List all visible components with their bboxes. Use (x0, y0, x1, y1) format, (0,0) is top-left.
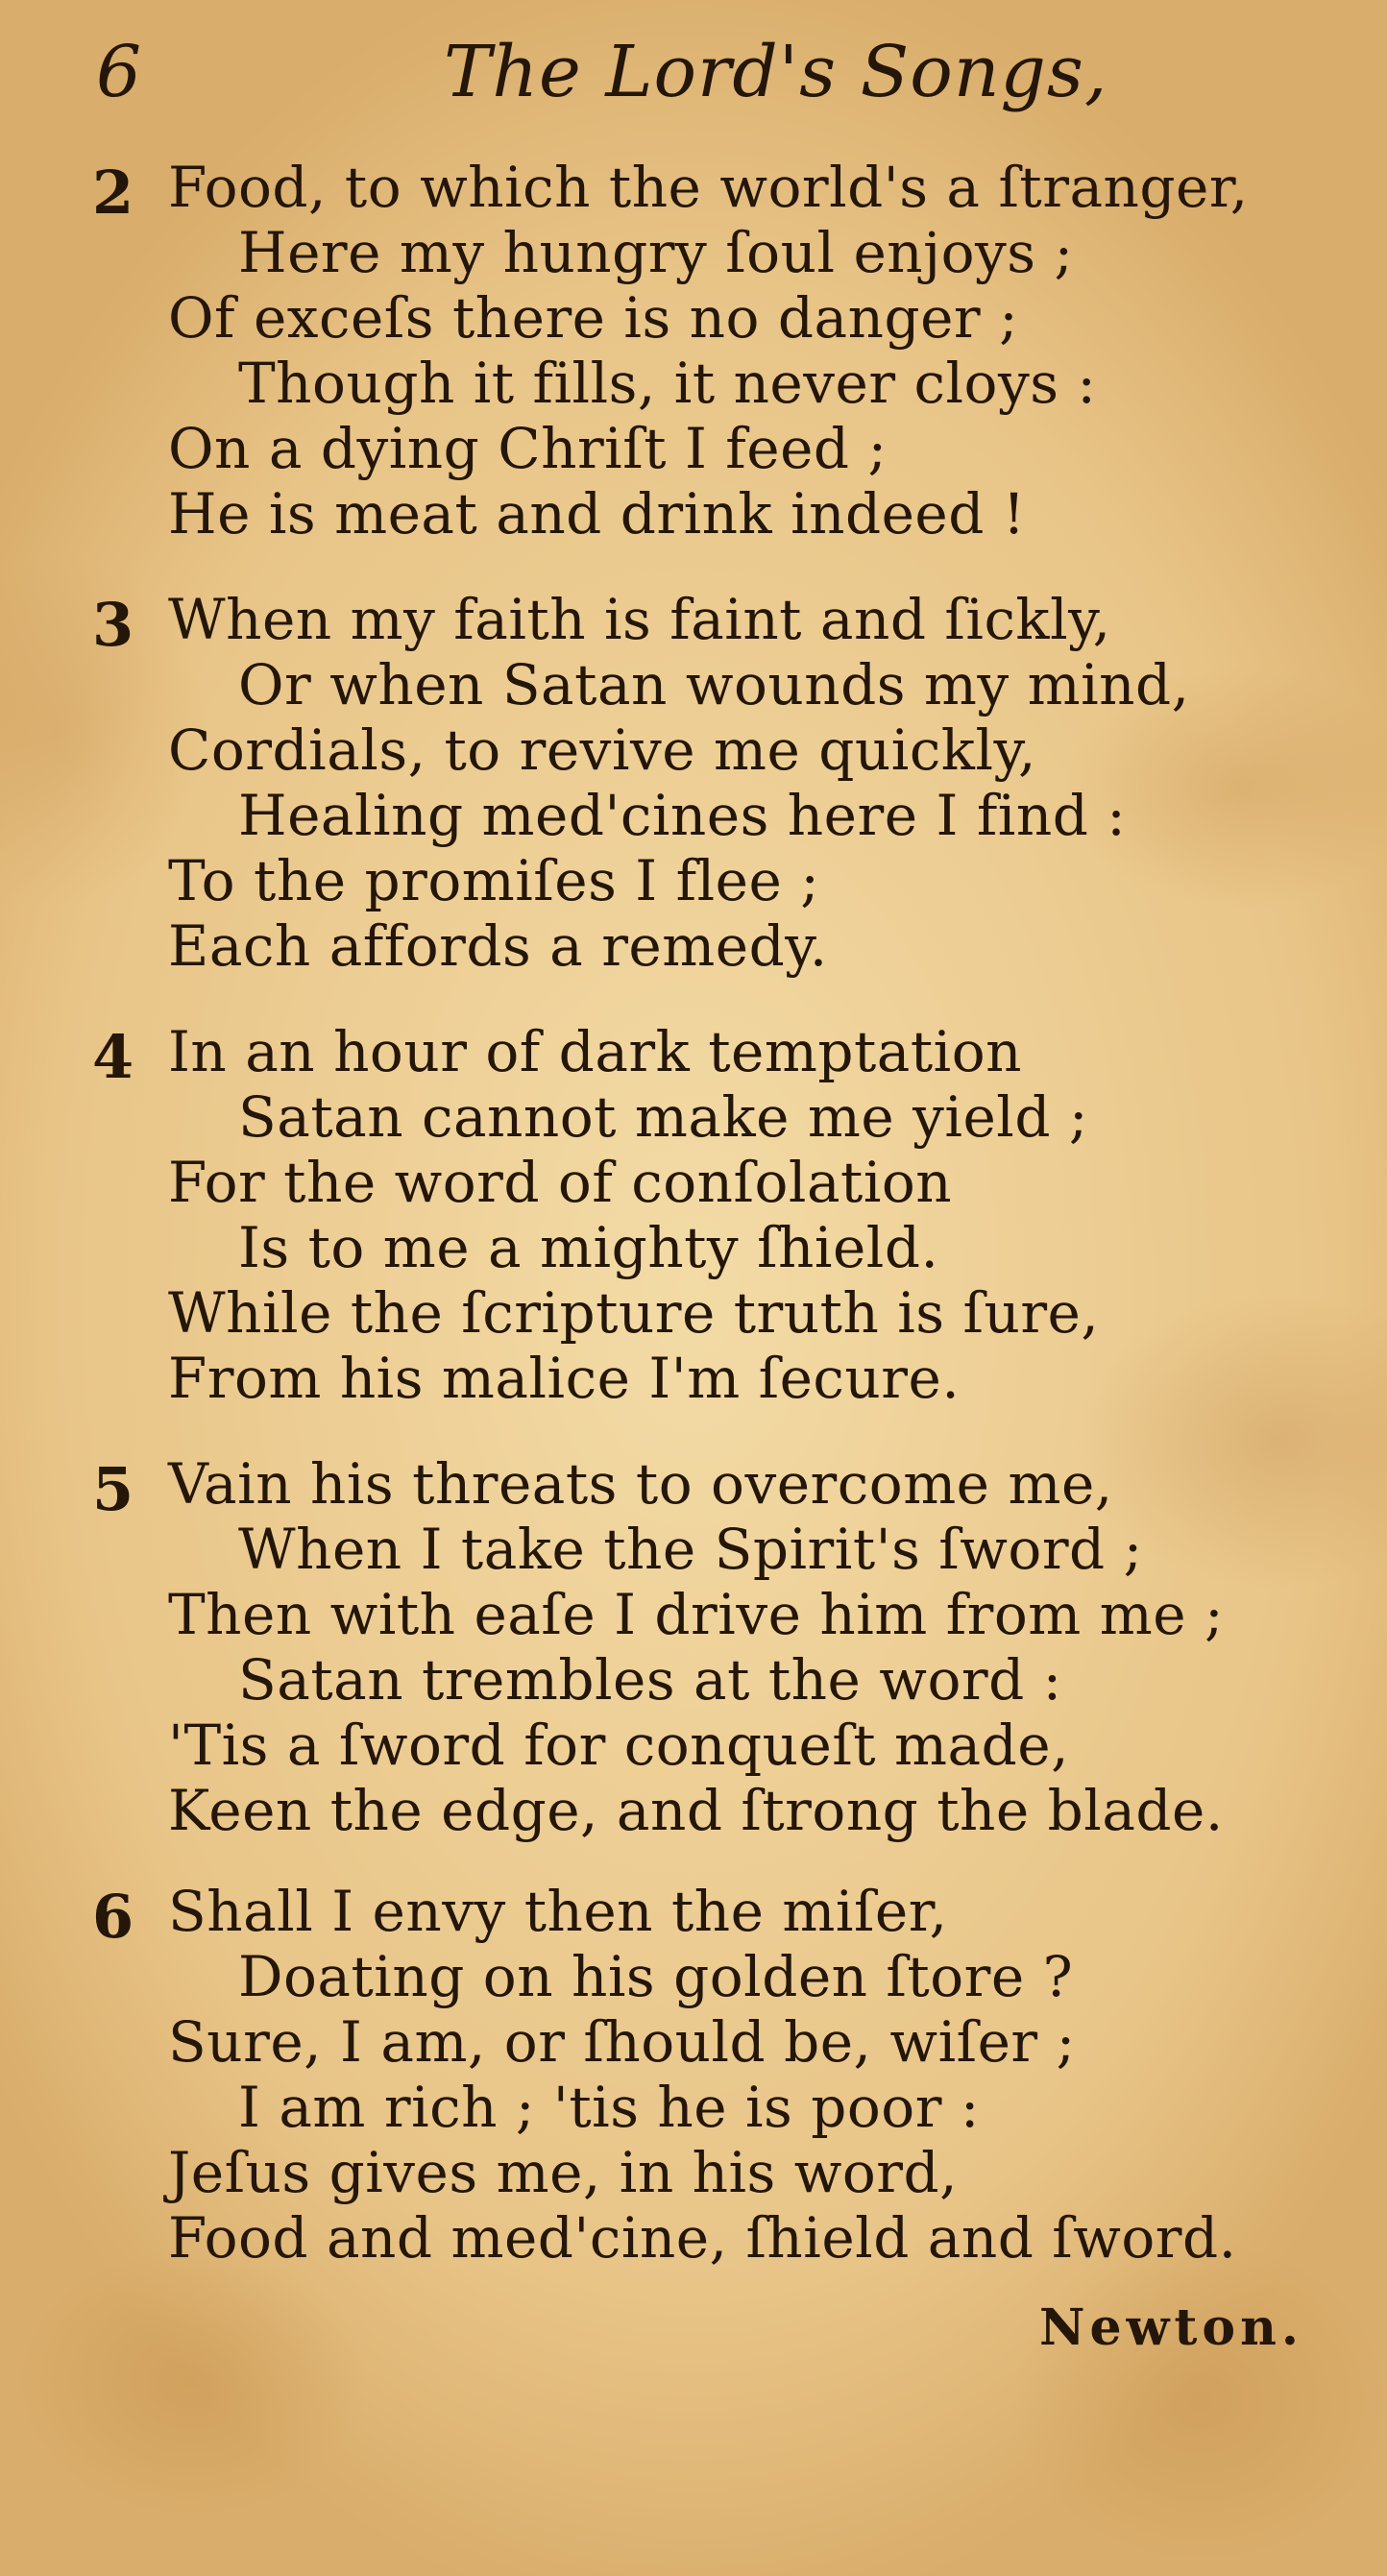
verse-line: While the ſcripture truth is ſure, (168, 1280, 1100, 1346)
verse-line: Each affords a remedy. (168, 913, 828, 979)
verse-line: For the word of conſolation (168, 1150, 953, 1215)
verse-line: 'Tis a ſword for conqueſt made, (168, 1713, 1070, 1778)
stanza-number: 4 (92, 1022, 134, 1092)
verse-line: Or when Satan wounds my mind, (238, 652, 1190, 717)
verse-line: Healing med'cines here I find : (238, 783, 1127, 848)
verse-line: Jeſus gives me, in his word, (168, 2140, 959, 2205)
verse-line: Shall I envy then the miſer, (168, 1879, 948, 1944)
stanza-number: 3 (92, 590, 134, 660)
verse-line: Vain his threats to overcome me, (168, 1451, 1113, 1517)
running-head (0, 21, 1387, 127)
stanza-number: 2 (92, 158, 134, 228)
verse-line: To the promiſes I flee ; (168, 848, 820, 913)
verse-line: From his malice I'm ſecure. (168, 1346, 961, 1411)
stanza-number: 6 (92, 1882, 134, 1952)
verse-line: Of exceſs there is no danger ; (168, 285, 1019, 351)
verse-line: Sure, I am, or ſhould be, wiſer ; (168, 2009, 1076, 2075)
stanza-number: 5 (92, 1454, 134, 1524)
verse-line: Food and med'cine, ſhield and ſword. (168, 2205, 1237, 2271)
verse-line: He is meat and drink indeed ! (168, 481, 1026, 547)
verse-line: Food, to which the world's a ſtranger, (168, 155, 1249, 220)
verse-line: On a dying Chriſt I feed ; (168, 416, 888, 481)
verse-line: Satan cannot make me yield ; (238, 1084, 1088, 1150)
running-title: The Lord's Songs, (444, 31, 1108, 113)
author-signature: Newton. (1039, 2298, 1303, 2357)
verse-line: Here my hungry ſoul enjoys ; (238, 220, 1074, 285)
verse-line: In an hour of dark temptation (168, 1019, 1022, 1084)
verse-line: Keen the edge, and ſtrong the blade. (168, 1778, 1224, 1843)
verse-line: When I take the Spirit's ſword ; (238, 1517, 1143, 1582)
page-number: 6 (96, 31, 142, 113)
verse-line: Satan trembles at the word : (238, 1647, 1062, 1713)
verse-line: Though it fills, it never cloys : (238, 351, 1097, 416)
verse-line: When my faith is faint and ſickly, (168, 587, 1111, 652)
verse-line: Doating on his golden ſtore ? (238, 1944, 1074, 2009)
verse-line: Is to me a mighty ſhield. (238, 1215, 939, 1280)
verse-line: Cordials, to revive me quickly, (168, 717, 1036, 783)
verse-line: Then with eaſe I drive him from me ; (168, 1582, 1225, 1647)
verse-line: I am rich ; 'tis he is poor : (238, 2075, 980, 2140)
